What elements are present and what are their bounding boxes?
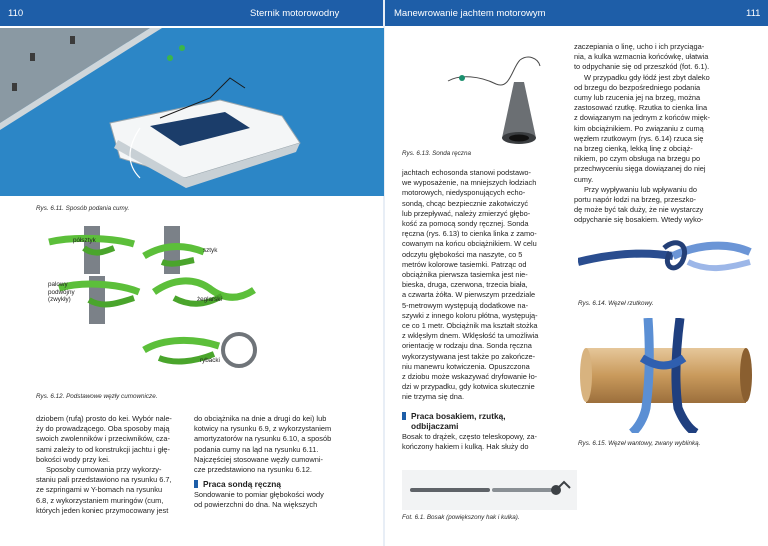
heading-praca-sonda: Praca sondą ręczną bbox=[194, 479, 344, 489]
fig-6-13-hand-lead-illustration bbox=[440, 46, 570, 156]
knot-label-palowy: palowy podwójny (zwykły) bbox=[48, 281, 75, 303]
fig-6-13-caption: Rys. 6.13. Sonda ręczna bbox=[402, 150, 471, 157]
right-page-header bbox=[384, 0, 768, 26]
fot-6-1-boathook-photo bbox=[402, 470, 577, 510]
fig-6-12-caption: Rys. 6.12. Podstawowe węzły cumownicze. bbox=[36, 393, 158, 400]
heading-praca-bosakiem: Praca bosakiem, rzutką, odbijaczami bbox=[402, 411, 562, 431]
knot-label-zeglarski: żeglarski bbox=[197, 296, 222, 303]
fig-6-12-knots-illustration bbox=[44, 226, 334, 381]
knot-label-sztyk: sztyk bbox=[203, 247, 218, 254]
fig-6-11-boat-illustration bbox=[0, 28, 384, 196]
left-running-title: Sternik motorowodny bbox=[250, 8, 340, 19]
knot-label-rybacki: rybacki bbox=[200, 357, 220, 364]
left-page-text-column-1: dziobem (rufą) prosto do kei. Wybór nale- ży do prowadzącego. Oba sposoby mają swoich zwolenników i przeciwników, cza- sami zależy to od konstrukcji jachtu i głę- bokości wody przy kei. Sposoby cumowania przy wykorzy- staniu pali przedstawiono na rysunku 6.7, ze szpringami w Y-bomach na rysunku 6.8, z wykorzystaniem muringów (cum, których jeden koniec przymocowany jest bbox=[36, 414, 172, 515]
fig-6-11-caption: Rys. 6.11. Sposób podania cumy. bbox=[36, 205, 130, 212]
fig-6-14-heaving-line-knot-illustration bbox=[578, 222, 753, 292]
left-page-number: 110 bbox=[8, 8, 24, 19]
fig-6-15-caption: Rys. 6.15. Węzeł wantowy, zwany wyblinką. bbox=[578, 440, 701, 447]
fig-6-15-clove-hitch-illustration bbox=[578, 318, 754, 433]
left-page-header bbox=[0, 0, 384, 26]
right-page-text-column-2: zaczepiania o linę, ucho i ich przyciąga- nia, a kulka wzmacnia końcówkę, ułatwia to odpychanie się od przeszkód (fot. 6.1). W przypadku gdy łódź jest zbyt daleko od brzegu do bezpośredniego podania cumy lub rzucenia jej na brzeg, można zastosować rzutkę. Rzutka to cienka lina z dowiązanym na jednym z końców mięk- kim obciążnikiem. Po związaniu z cumą węzłem rzutkowym (rys. 6.14) rzuca się na brzeg cienką, lekką linę z obciąż- nikiem, po czym obsługa na brzegu po przechwyceniu sięga dowiązanej do niej cumy. Przy wypływaniu lub wpływaniu do portu napór łodzi na brzeg, przeszko- dę może być tak duży, że nie wystarczy odpychanie się bosakiem. Wtedy wyko- bbox=[574, 42, 710, 225]
right-running-title: Manewrowanie jachtem motorowym bbox=[394, 8, 546, 19]
fot-6-1-caption: Fot. 6.1. Bosak (powiększony hak i kulka). bbox=[402, 514, 520, 521]
knot-polsztyk bbox=[49, 226, 134, 274]
right-page-number: 111 bbox=[746, 8, 761, 19]
knot-sztyk bbox=[144, 226, 204, 274]
fig-6-14-caption: Rys. 6.14. Węzeł rzutkowy. bbox=[578, 300, 654, 307]
right-page-text-column-1: jachtach echosonda stanowi podstawo- we wyposażenie, na mniejszych łodziach motorowych, niedysponujących echo- sondą, chcąc bezpiecznie zakotwiczyć lub przepływać, należy zmierzyć głębo- kość za pomocą sondy ręcznej. Sonda ręczna (rys. 6.13) to cienka linka z zamo- cowanym na końcu obciążnikiem. W celu odczytu głębokości ma naszyte, co 5 metrów kolorowe tasiemki. Patrząc od obciążnika pierwsza tasiemka jest nie- bieska, druga, czerwona, trzecia biała, a czwarta żółta. W pierwszym przedziale 5-metrowym występują dodatkowe na- szywki z innego koloru płótna, występują- ce co 1 metr. Obciążnik ma kształt stożka z wklęsłym dnem. Wklęsłość ta umożliwia orientację w rodzaju dna. Sonda ręczna wykorzystywana jest także po zakończe- niu manewru kotwiczenia. Opuszczona z dziobu może wskazywać dryfowanie ło- dzi w przypadku, gdy kotwica skutecznie nie trzyma się dna. Praca bosakiem, rzutką, odbijaczami Bosak to drążek, często teleskopowy, za- kończony hakiem i kulką. Hak służy do bbox=[402, 168, 562, 452]
left-page-text-column-2: do obciążnika na dnie a drugi do kei) lub kotwicy na rysunku 6.9, z wykorzystaniem amortyzatorów na rysunku 6.10, a sposób podania cumy na ląd na rysunku 6.11. Najczęściej stosowane węzły cumowni- cze przedstawiono na rysunku 6.12. Praca sondą ręczną Sondowanie to pomiar głębokości wody od powierzchni do dna. Na większych bbox=[194, 414, 344, 511]
knot-label-polsztyk: półsztyk bbox=[73, 237, 96, 244]
